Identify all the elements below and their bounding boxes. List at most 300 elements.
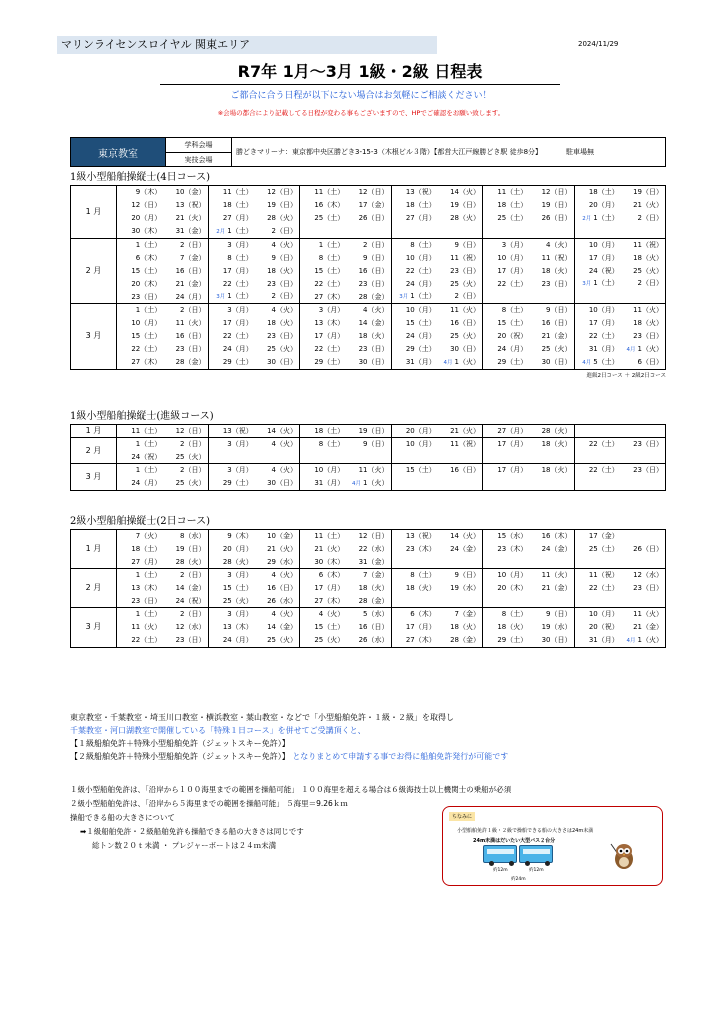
table-row <box>71 634 666 648</box>
date-entry: 7（金） <box>363 571 389 580</box>
date-entry: 2（日） <box>180 240 206 249</box>
date-pair-cell <box>117 277 209 290</box>
table-row <box>71 438 666 451</box>
date-entry: 24（月） <box>405 332 436 340</box>
date-pair-cell <box>117 556 209 569</box>
date-pair-cell <box>574 186 666 199</box>
month-label: 2 月 <box>71 238 117 304</box>
date-pair-cell <box>574 464 666 477</box>
date-entry: 24（月） <box>497 345 528 353</box>
date-pair-cell <box>208 264 300 277</box>
date-pair-cell <box>117 530 209 543</box>
date-entry: 1（土） <box>135 306 162 315</box>
table-row <box>71 621 666 634</box>
date-pair-cell <box>574 438 666 451</box>
date-pair-cell <box>300 212 392 225</box>
date-pair-cell <box>300 225 392 239</box>
date-pair-cell <box>391 238 483 251</box>
date-entry: 25（火） <box>267 636 297 644</box>
date-entry: 21（火） <box>314 545 345 553</box>
body-text-4b: となりまとめて申請する事でお得に船舶免許発行が可能です <box>292 752 509 761</box>
date-entry: 17（金） <box>358 201 389 209</box>
date-entry: 19（日） <box>633 188 663 197</box>
date-pair-cell <box>300 556 392 569</box>
info-size-limit: 総トン数２０ｔ未満 ・ プレジャーボートは２４ｍ未満 <box>92 841 277 850</box>
month-marker: 3月 <box>399 294 409 300</box>
date-entry: 10（月） <box>497 253 528 262</box>
date-pair-cell <box>483 304 575 317</box>
table-row <box>71 251 666 264</box>
date-entry: 4月 1（火） <box>352 478 389 487</box>
date-pair-cell <box>483 621 575 634</box>
date-pair-cell <box>300 464 392 477</box>
date-entry: 31（月） <box>405 357 436 366</box>
date-entry: 8（土） <box>318 440 345 449</box>
wheel-icon <box>489 861 494 866</box>
date-entry: 18（火） <box>450 623 480 631</box>
date-entry: 4（火） <box>271 466 297 475</box>
table-row <box>71 582 666 595</box>
date-entry: 5（水） <box>363 610 389 619</box>
date-entry: 9（日） <box>546 610 572 619</box>
date-entry: 18（火） <box>541 266 572 275</box>
date-entry: 26（水） <box>267 596 297 605</box>
section-title: 1級小型船舶操縦士(進級コース) <box>70 411 214 422</box>
body-text-3: 【１級船舶免許＋特殊小型船舶免許（ジェットスキー免許）】 <box>70 739 290 748</box>
date-entry: 23（日） <box>175 345 206 353</box>
date-entry: 1（土） <box>135 610 162 619</box>
date-entry: 2（日） <box>637 213 663 222</box>
date-entry: 23（日） <box>267 279 297 288</box>
date-pair-cell <box>574 199 666 212</box>
date-pair-cell <box>483 608 575 621</box>
date-entry: 18（火） <box>358 332 389 340</box>
body-text-4 <box>70 750 508 763</box>
date-pair-cell <box>391 330 483 343</box>
table-row <box>71 238 666 251</box>
date-entry: 22（土） <box>588 332 619 340</box>
date-entry: 3月 1（土） <box>582 279 619 287</box>
date-entry: 4（火） <box>363 306 389 315</box>
date-entry: 25（火） <box>541 345 572 353</box>
section-note: 進級2日コース ＋ 2級2日コース <box>586 372 666 379</box>
date-pair-cell <box>483 582 575 595</box>
schedule-table <box>70 529 666 648</box>
date-entry: 28（火） <box>541 427 572 435</box>
date-pair-cell <box>117 317 209 330</box>
date-entry: 25（火） <box>222 596 253 605</box>
section-class1-advance <box>70 410 666 491</box>
date-entry: 22（土） <box>497 279 528 288</box>
date-entry: 8（土） <box>501 306 528 315</box>
date-pair-cell <box>391 530 483 543</box>
wheel-icon <box>545 861 550 866</box>
date-pair-cell <box>391 438 483 451</box>
date-entry: 18（火） <box>541 466 572 475</box>
date-entry: 23（木） <box>405 545 436 553</box>
date-entry: 30（木） <box>314 557 345 566</box>
date-entry: 15（土） <box>314 623 345 631</box>
date-pair-cell <box>391 356 483 370</box>
date-entry: 27（月） <box>497 427 528 435</box>
length-label-total: 約24m <box>511 877 526 882</box>
date-pair-cell <box>117 569 209 582</box>
date-entry: 30（日） <box>450 345 480 353</box>
date-entry: 10（金） <box>267 532 297 541</box>
date-pair-cell <box>574 608 666 621</box>
date-entry: 14（火） <box>450 188 480 197</box>
date-entry: 17（月） <box>222 266 253 275</box>
date-entry: 25（火） <box>450 279 480 288</box>
date-entry: 2（日） <box>637 279 663 287</box>
date-pair-cell <box>208 543 300 556</box>
date-pair-cell <box>391 569 483 582</box>
date-pair-cell <box>483 199 575 212</box>
date-pair-cell <box>574 225 666 239</box>
date-pair-cell <box>300 251 392 264</box>
date-entry: 6（木） <box>135 253 162 262</box>
date-entry: 24（月） <box>405 279 436 288</box>
date-entry: 11（土） <box>131 427 162 435</box>
date-entry: 24（祝） <box>588 266 619 275</box>
date-entry: 23（日） <box>358 279 389 288</box>
date-pair-cell <box>300 199 392 212</box>
date-entry: 20（木） <box>497 584 528 592</box>
date-entry: 4（火） <box>271 571 297 580</box>
date-entry: 16（日） <box>450 319 480 327</box>
date-entry: 11（火） <box>633 610 663 619</box>
date-entry: 31（月） <box>588 635 619 644</box>
date-entry: 8（土） <box>227 253 253 262</box>
date-entry: 1（土） <box>135 466 162 475</box>
date-pair-cell <box>391 634 483 648</box>
date-pair-cell <box>300 530 392 543</box>
date-pair-cell <box>117 186 209 199</box>
school-header: マリンライセンスロイヤル 関東エリア <box>57 36 437 54</box>
date-entry: 27（月） <box>405 214 436 222</box>
month-marker: 4月 <box>626 637 636 644</box>
date-entry: 18（火） <box>541 440 572 449</box>
month-label: 2 月 <box>71 569 117 608</box>
date-entry: 30（日） <box>267 479 297 487</box>
date-pair-cell <box>574 212 666 225</box>
date-pair-cell <box>117 621 209 634</box>
date-entry: 18（土） <box>497 201 528 209</box>
date-entry: 24（祝） <box>131 452 162 461</box>
date-pair-cell <box>117 543 209 556</box>
date-entry: 29（土） <box>405 345 436 353</box>
date-pair-cell <box>483 595 575 608</box>
date-entry: 11（土） <box>497 188 528 197</box>
date-entry: 13（祝） <box>405 188 436 197</box>
date-entry: 4（火） <box>318 610 345 619</box>
date-pair-cell <box>574 595 666 608</box>
date-entry: 2（日） <box>180 466 206 475</box>
venue-parking: 駐車場無 <box>566 148 595 156</box>
date-pair-cell <box>391 225 483 239</box>
date-entry: 4月 1（火） <box>626 635 663 644</box>
date-entry: 3月 1（土） <box>216 292 253 300</box>
date-entry: 16（日） <box>450 466 480 475</box>
info-class1: １級小型船舶免許は、「沿岸から１００海里までの範囲を操船可能」 １００海里を超える場合は６級海技士以上機関士の乗船が必須 <box>70 785 512 794</box>
date-entry: 12（日） <box>541 188 572 197</box>
date-pair-cell <box>117 225 209 239</box>
date-pair-cell <box>574 556 666 569</box>
date-entry: 7（金） <box>180 253 206 262</box>
date-entry: 23（日） <box>450 266 480 275</box>
info-class2: ２級小型船舶免許は、「沿岸から５海里までの範囲を操船可能」 ５海里＝9.26ｋｍ <box>70 799 348 808</box>
date-pair-cell <box>391 477 483 491</box>
date-entry: 24（月） <box>175 292 206 301</box>
date-entry: 12（日） <box>175 427 206 435</box>
date-entry: 22（土） <box>405 266 436 275</box>
date-pair-cell <box>391 451 483 464</box>
date-entry: 3（月） <box>501 240 528 249</box>
subtitle: ご都合に合う日程が以下にない場合はお気軽にご相談ください！ <box>230 91 492 101</box>
date-pair-cell <box>300 425 392 438</box>
venue-address: 勝どきマリーナ：東京都中央区勝どき3-15-3（木根ビル３階）【都営大江戸線勝どき駅 徒歩8分】 <box>236 148 543 156</box>
date-entry: 29（土） <box>497 358 528 366</box>
schedule-table <box>70 424 666 491</box>
date-entry: 25（火） <box>633 266 663 275</box>
date-pair-cell <box>483 477 575 491</box>
date-pair-cell <box>208 343 300 356</box>
date-entry: 28（火） <box>450 214 480 222</box>
date-entry: 19（水） <box>541 623 572 631</box>
date-pair-cell <box>117 582 209 595</box>
date-entry: 25（火） <box>314 636 345 644</box>
date-entry: 2（日） <box>271 226 297 235</box>
date-entry: 29（土） <box>314 358 345 366</box>
date-entry: 17（金） <box>588 532 619 541</box>
date-pair-cell <box>300 238 392 251</box>
date-pair-cell <box>483 634 575 648</box>
date-pair-cell <box>574 425 666 438</box>
date-pair-cell <box>300 451 392 464</box>
date-entry: 2（日） <box>454 292 480 300</box>
date-entry: 23（木） <box>497 545 528 553</box>
date-entry: 17（月） <box>405 623 436 631</box>
table-row <box>71 451 666 464</box>
date-entry: 6（木） <box>410 610 436 619</box>
date-entry: 8（土） <box>410 571 436 580</box>
date-entry: 1（土） <box>135 571 162 580</box>
date-entry: 30（日） <box>358 358 389 366</box>
date-pair-cell <box>300 569 392 582</box>
date-entry: 9（日） <box>454 571 480 580</box>
date-pair-cell <box>574 343 666 356</box>
venue-label-practical: 実技会場 <box>166 152 231 167</box>
date-pair-cell <box>300 277 392 290</box>
date-pair-cell <box>208 225 300 239</box>
date-pair-cell <box>483 238 575 251</box>
date-entry: 1（土） <box>135 240 162 249</box>
date-pair-cell <box>391 582 483 595</box>
date-entry: 15（土） <box>131 266 162 275</box>
date-pair-cell <box>483 356 575 370</box>
date-entry: 18（火） <box>633 319 663 327</box>
date-entry: 26（日） <box>633 545 663 553</box>
body-text-2: 千葉教室・河口湖教室で開催している「特殊１日コース」を併せてご受講頂くと、 <box>70 726 366 735</box>
date-entry: 2月 1（土） <box>582 213 619 222</box>
table-row <box>71 608 666 621</box>
length-label-2: 約12m <box>529 868 544 873</box>
date-entry: 22（土） <box>222 279 253 288</box>
date-entry: 31（月） <box>314 478 345 487</box>
body-text-4a: 【２級船舶免許＋特殊小型船舶免許（ジェットスキー免許）】 <box>70 752 290 761</box>
date-entry: 15（土） <box>405 319 436 327</box>
date-entry: 21（火） <box>175 214 206 222</box>
date-entry: 9（日） <box>271 253 297 262</box>
date-entry: 11（火） <box>633 306 663 315</box>
date-pair-cell <box>574 317 666 330</box>
date-entry: 28（火） <box>175 557 206 566</box>
date-entry: 14（金） <box>358 319 389 327</box>
date-pair-cell <box>391 317 483 330</box>
date-pair-cell <box>208 304 300 317</box>
date-pair-cell <box>300 621 392 634</box>
date-entry: 10（月） <box>588 240 619 249</box>
date-entry: 22（土） <box>588 466 619 475</box>
date-entry: 23（日） <box>633 440 663 449</box>
date-entry: 13（木） <box>314 319 345 327</box>
date-entry: 27（月） <box>222 214 253 222</box>
body-text-1: 東京教室・千葉教室・埼玉川口教室・横浜教室・葉山教室・などで「小型船舶免許・１級・２級」を取得し <box>70 713 454 722</box>
date-entry: 17（月） <box>314 584 345 592</box>
date-pair-cell <box>483 212 575 225</box>
date-pair-cell <box>483 425 575 438</box>
date-entry: 2（日） <box>271 292 297 300</box>
date-entry: 9（日） <box>454 240 480 249</box>
page-title: R7年 1月～3月 1級・2級 日程表 <box>237 62 483 81</box>
date-entry: 23（日） <box>131 292 162 301</box>
date-pair-cell <box>208 251 300 264</box>
date-pair-cell <box>208 238 300 251</box>
date-entry: 9（木） <box>135 188 162 197</box>
date-pair-cell <box>483 343 575 356</box>
date-pair-cell <box>208 634 300 648</box>
date-pair-cell <box>391 199 483 212</box>
date-pair-cell <box>574 304 666 317</box>
month-marker: 2月 <box>216 228 226 235</box>
date-pair-cell <box>391 304 483 317</box>
date-entry: 21（金） <box>175 279 206 288</box>
date-entry: 11（祝） <box>450 253 480 262</box>
date-entry: 23（日） <box>358 345 389 353</box>
date-entry: 16（日） <box>175 332 206 340</box>
date-entry: 4（火） <box>271 240 297 249</box>
month-label: 1 月 <box>71 425 117 438</box>
date-entry: 22（土） <box>131 345 162 353</box>
date-entry: 31（金） <box>175 227 206 235</box>
date-entry: 12（日） <box>358 532 389 541</box>
date-pair-cell <box>208 425 300 438</box>
date-entry: 4月 1（火） <box>443 357 480 366</box>
issue-date: 2024/11/29 <box>578 40 619 48</box>
date-pair-cell <box>483 451 575 464</box>
date-pair-cell <box>300 343 392 356</box>
date-entry: 24（月） <box>222 345 253 353</box>
date-entry: 30（木） <box>131 227 162 235</box>
month-marker: 4月 <box>582 359 592 366</box>
date-entry: 20（祝） <box>497 332 528 340</box>
date-entry: 11（火） <box>131 623 162 631</box>
date-entry: 24（祝） <box>175 596 206 605</box>
date-pair-cell <box>483 330 575 343</box>
date-entry: 2（日） <box>180 571 206 580</box>
date-entry: 10（月） <box>131 319 162 327</box>
date-entry: 19（水） <box>450 584 480 592</box>
date-entry: 3月 1（土） <box>399 292 436 300</box>
date-entry: 23（日） <box>633 584 663 592</box>
date-pair-cell <box>483 290 575 304</box>
owl-mascot-icon <box>610 840 636 870</box>
date-entry: 22（土） <box>588 440 619 449</box>
date-entry: 20（祝） <box>588 623 619 631</box>
date-pair-cell <box>117 212 209 225</box>
warning-note: ※会場の都合により記載してる日程が変わる事もございますので、HPでご確認をお願い致します。 <box>217 109 505 117</box>
table-row <box>71 569 666 582</box>
date-entry: 31（月） <box>588 344 619 353</box>
wheel-icon <box>525 861 530 866</box>
date-entry: 13（祝） <box>175 201 206 209</box>
date-pair-cell <box>483 186 575 199</box>
table-row <box>71 186 666 199</box>
date-entry: 11（火） <box>358 466 389 475</box>
date-entry: 29（土） <box>222 479 253 487</box>
date-pair-cell <box>300 304 392 317</box>
date-entry: 10（月） <box>588 306 619 315</box>
month-marker: 3月 <box>582 281 592 287</box>
date-entry: 14（火） <box>450 532 480 541</box>
date-entry: 6（日） <box>637 357 663 366</box>
info-size-title: 操船できる船の大きさについて <box>70 813 175 822</box>
date-entry: 29（土） <box>497 636 528 644</box>
date-entry: 28（金） <box>450 636 480 644</box>
date-entry: 3（月） <box>227 306 253 315</box>
date-entry: 18（土） <box>131 545 162 553</box>
date-pair-cell <box>574 543 666 556</box>
date-pair-cell <box>208 569 300 582</box>
date-pair-cell <box>208 556 300 569</box>
date-entry: 7（火） <box>135 532 162 541</box>
date-entry: 17（月） <box>497 440 528 449</box>
date-pair-cell <box>208 438 300 451</box>
month-label: 3 月 <box>71 304 117 370</box>
date-entry: 27（木） <box>405 636 436 644</box>
date-entry: 30（日） <box>541 358 572 366</box>
table-row <box>71 543 666 556</box>
date-entry: 9（日） <box>546 306 572 315</box>
date-entry: 22（土） <box>588 584 619 592</box>
diagram-bold-caption: 24m未満はだいたい大型バス２台分 <box>473 838 556 844</box>
date-pair-cell <box>574 330 666 343</box>
date-entry: 14（金） <box>267 623 297 631</box>
date-pair-cell <box>117 451 209 464</box>
date-entry: 12（日） <box>358 188 389 197</box>
month-label: 3 月 <box>71 608 117 648</box>
date-pair-cell <box>483 556 575 569</box>
date-pair-cell <box>300 186 392 199</box>
date-entry: 18（土） <box>222 201 253 209</box>
date-pair-cell <box>117 264 209 277</box>
table-row <box>71 556 666 569</box>
date-entry: 21（火） <box>450 427 480 435</box>
date-pair-cell <box>483 264 575 277</box>
date-entry: 24（金） <box>450 545 480 553</box>
date-pair-cell <box>391 595 483 608</box>
date-pair-cell <box>391 343 483 356</box>
